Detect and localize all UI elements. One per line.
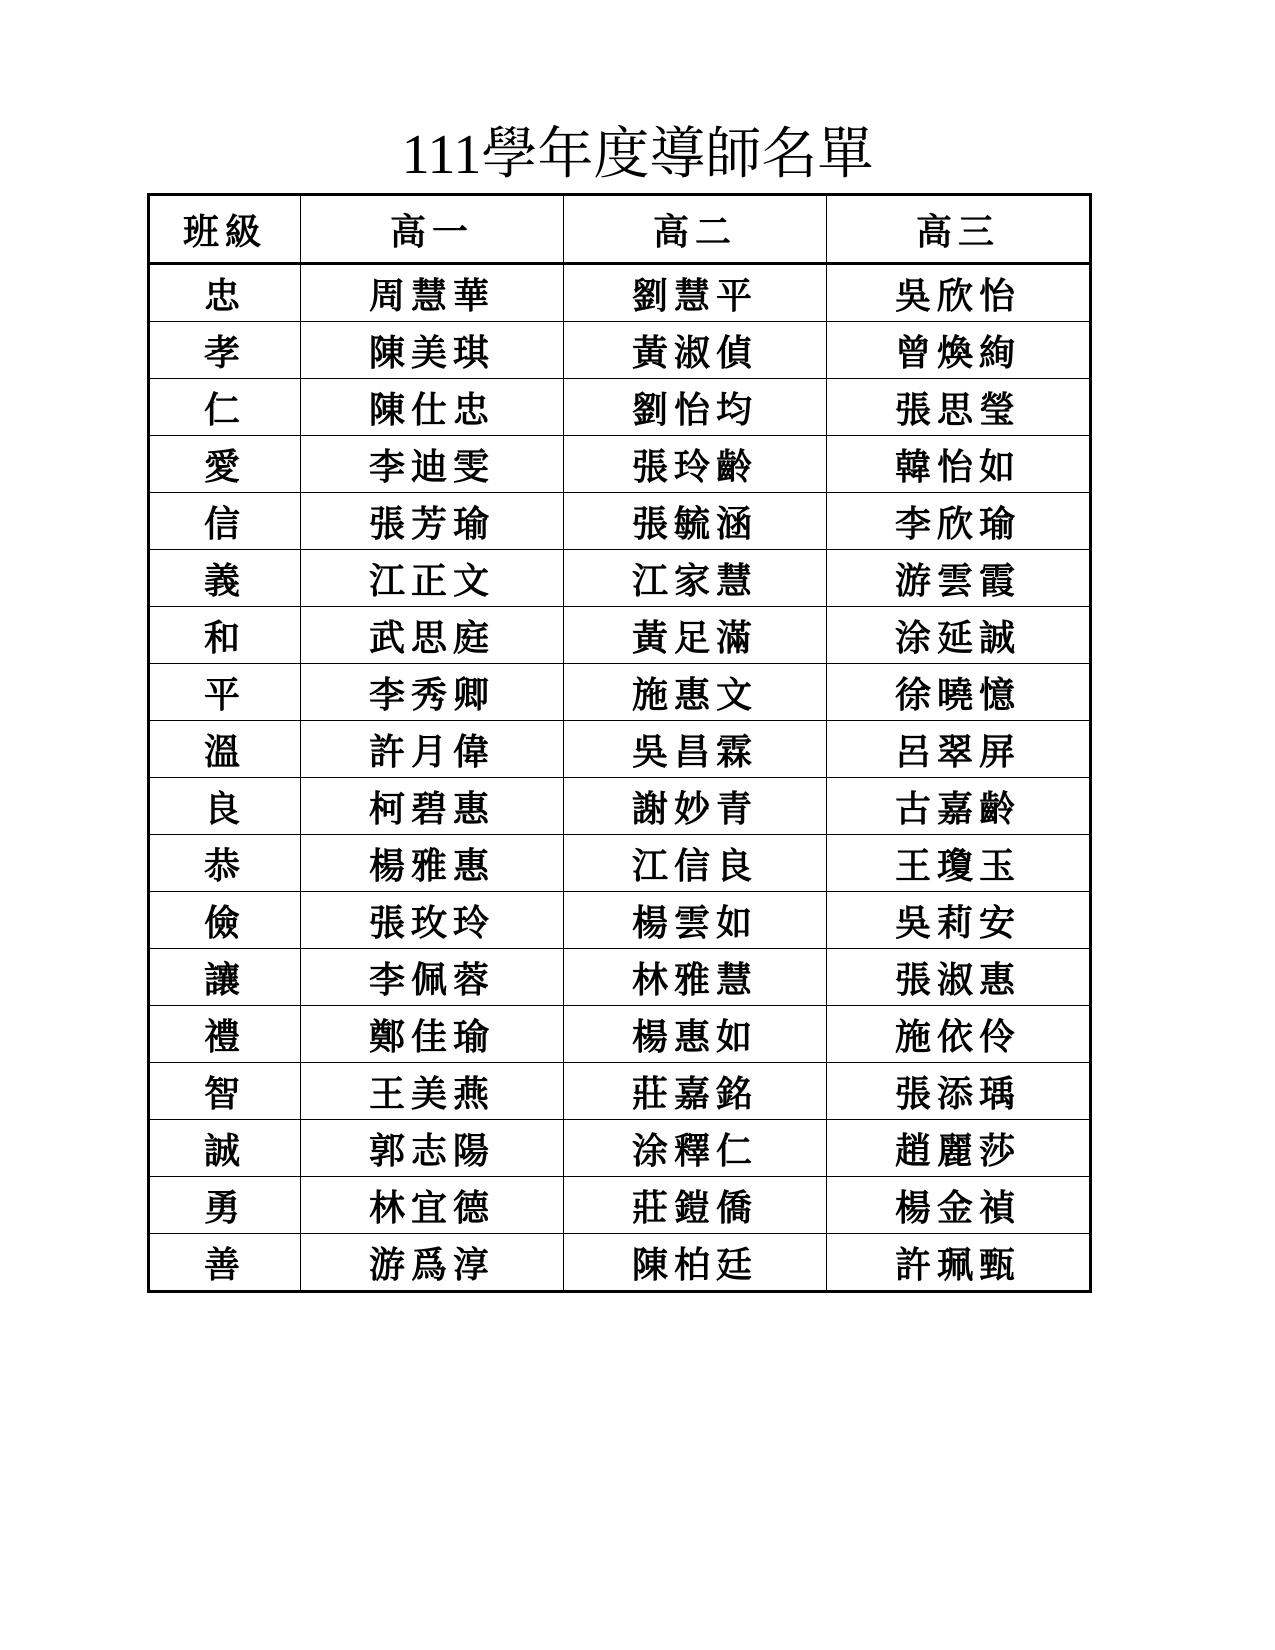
grade-12-teacher-cell: 呂翠屏 (827, 721, 1091, 778)
grade-11-teacher-cell: 劉慧平 (564, 264, 827, 322)
grade-12-teacher-cell: 徐曉憶 (827, 664, 1091, 721)
grade-12-teacher-cell: 張添瑀 (827, 1063, 1091, 1120)
class-name-cell: 和 (149, 607, 301, 664)
table-row (149, 550, 1091, 607)
class-name-cell: 恭 (149, 835, 301, 892)
class-name-cell: 良 (149, 778, 301, 835)
grade-11-teacher-cell: 張毓涵 (564, 493, 827, 550)
table-body (149, 264, 1091, 1292)
grade-11-teacher-cell: 莊嘉銘 (564, 1063, 827, 1120)
homeroom-teacher-table (147, 193, 1092, 1293)
table-row (149, 1006, 1091, 1063)
class-name-cell: 孝 (149, 322, 301, 379)
table-row (149, 379, 1091, 436)
class-name-cell: 信 (149, 493, 301, 550)
class-name-cell: 溫 (149, 721, 301, 778)
table-header-row (149, 195, 1091, 264)
grade-10-teacher-cell: 李秀卿 (301, 664, 564, 721)
grade-12-teacher-cell: 吳莉安 (827, 892, 1091, 949)
class-name-cell: 忠 (149, 264, 301, 322)
class-name-cell: 平 (149, 664, 301, 721)
grade-10-teacher-cell: 張玫玲 (301, 892, 564, 949)
grade-10-teacher-cell: 許月偉 (301, 721, 564, 778)
grade-11-teacher-cell: 楊惠如 (564, 1006, 827, 1063)
grade-10-teacher-cell: 陳仕忠 (301, 379, 564, 436)
grade-10-teacher-cell: 林宜德 (301, 1177, 564, 1234)
grade-10-teacher-cell: 李佩蓉 (301, 949, 564, 1006)
grade-11-teacher-cell: 黃足滿 (564, 607, 827, 664)
grade-11-teacher-cell: 謝妙青 (564, 778, 827, 835)
grade-11-teacher-cell: 張玲齡 (564, 436, 827, 493)
grade-10-teacher-cell: 陳美琪 (301, 322, 564, 379)
grade-11-teacher-cell: 吳昌霖 (564, 721, 827, 778)
table-row (149, 721, 1091, 778)
grade-12-teacher-cell: 張淑惠 (827, 949, 1091, 1006)
table-row (149, 264, 1091, 322)
header-grade-12: 高三 (827, 195, 1091, 264)
table-row (149, 778, 1091, 835)
table-row (149, 1234, 1091, 1292)
grade-10-teacher-cell: 王美燕 (301, 1063, 564, 1120)
grade-12-teacher-cell: 施依伶 (827, 1006, 1091, 1063)
grade-11-teacher-cell: 林雅慧 (564, 949, 827, 1006)
grade-12-teacher-cell: 楊金禎 (827, 1177, 1091, 1234)
grade-10-teacher-cell: 楊雅惠 (301, 835, 564, 892)
class-name-cell: 讓 (149, 949, 301, 1006)
table-row (149, 1177, 1091, 1234)
grade-12-teacher-cell: 許珮甄 (827, 1234, 1091, 1292)
grade-12-teacher-cell: 游雲霞 (827, 550, 1091, 607)
grade-10-teacher-cell: 張芳瑜 (301, 493, 564, 550)
grade-12-teacher-cell: 曾煥絢 (827, 322, 1091, 379)
class-name-cell: 儉 (149, 892, 301, 949)
grade-10-teacher-cell: 郭志陽 (301, 1120, 564, 1177)
grade-10-teacher-cell: 游爲淳 (301, 1234, 564, 1292)
class-name-cell: 智 (149, 1063, 301, 1120)
grade-11-teacher-cell: 莊鎧僑 (564, 1177, 827, 1234)
header-grade-11: 高二 (564, 195, 827, 264)
grade-12-teacher-cell: 吳欣怡 (827, 264, 1091, 322)
grade-10-teacher-cell: 李迪雯 (301, 436, 564, 493)
grade-11-teacher-cell: 黃淑偵 (564, 322, 827, 379)
table-row (149, 664, 1091, 721)
page-title: 111學年度導師名單 (401, 124, 874, 186)
grade-11-teacher-cell: 江信良 (564, 835, 827, 892)
class-name-cell: 禮 (149, 1006, 301, 1063)
class-name-cell: 善 (149, 1234, 301, 1292)
grade-10-teacher-cell: 江正文 (301, 550, 564, 607)
grade-10-teacher-cell: 鄭佳瑜 (301, 1006, 564, 1063)
grade-10-teacher-cell: 周慧華 (301, 264, 564, 322)
class-name-cell: 仁 (149, 379, 301, 436)
header-class: 班級 (149, 195, 301, 264)
grade-12-teacher-cell: 趙麗莎 (827, 1120, 1091, 1177)
grade-12-teacher-cell: 李欣瑜 (827, 493, 1091, 550)
grade-11-teacher-cell: 涂釋仁 (564, 1120, 827, 1177)
grade-11-teacher-cell: 楊雲如 (564, 892, 827, 949)
table-row (149, 493, 1091, 550)
grade-12-teacher-cell: 韓怡如 (827, 436, 1091, 493)
table-row (149, 1063, 1091, 1120)
grade-12-teacher-cell: 王瓊玉 (827, 835, 1091, 892)
grade-11-teacher-cell: 施惠文 (564, 664, 827, 721)
table-row (149, 949, 1091, 1006)
table-row (149, 607, 1091, 664)
table-row (149, 322, 1091, 379)
grade-11-teacher-cell: 陳柏廷 (564, 1234, 827, 1292)
table-row (149, 436, 1091, 493)
table-row (149, 1120, 1091, 1177)
class-name-cell: 義 (149, 550, 301, 607)
class-name-cell: 勇 (149, 1177, 301, 1234)
grade-12-teacher-cell: 張思瑩 (827, 379, 1091, 436)
header-grade-10: 高一 (301, 195, 564, 264)
grade-12-teacher-cell: 涂延誠 (827, 607, 1091, 664)
grade-11-teacher-cell: 江家慧 (564, 550, 827, 607)
class-name-cell: 愛 (149, 436, 301, 493)
table-row (149, 892, 1091, 949)
class-name-cell: 誠 (149, 1120, 301, 1177)
grade-10-teacher-cell: 武思庭 (301, 607, 564, 664)
table-row (149, 835, 1091, 892)
grade-11-teacher-cell: 劉怡均 (564, 379, 827, 436)
grade-12-teacher-cell: 古嘉齡 (827, 778, 1091, 835)
grade-10-teacher-cell: 柯碧惠 (301, 778, 564, 835)
